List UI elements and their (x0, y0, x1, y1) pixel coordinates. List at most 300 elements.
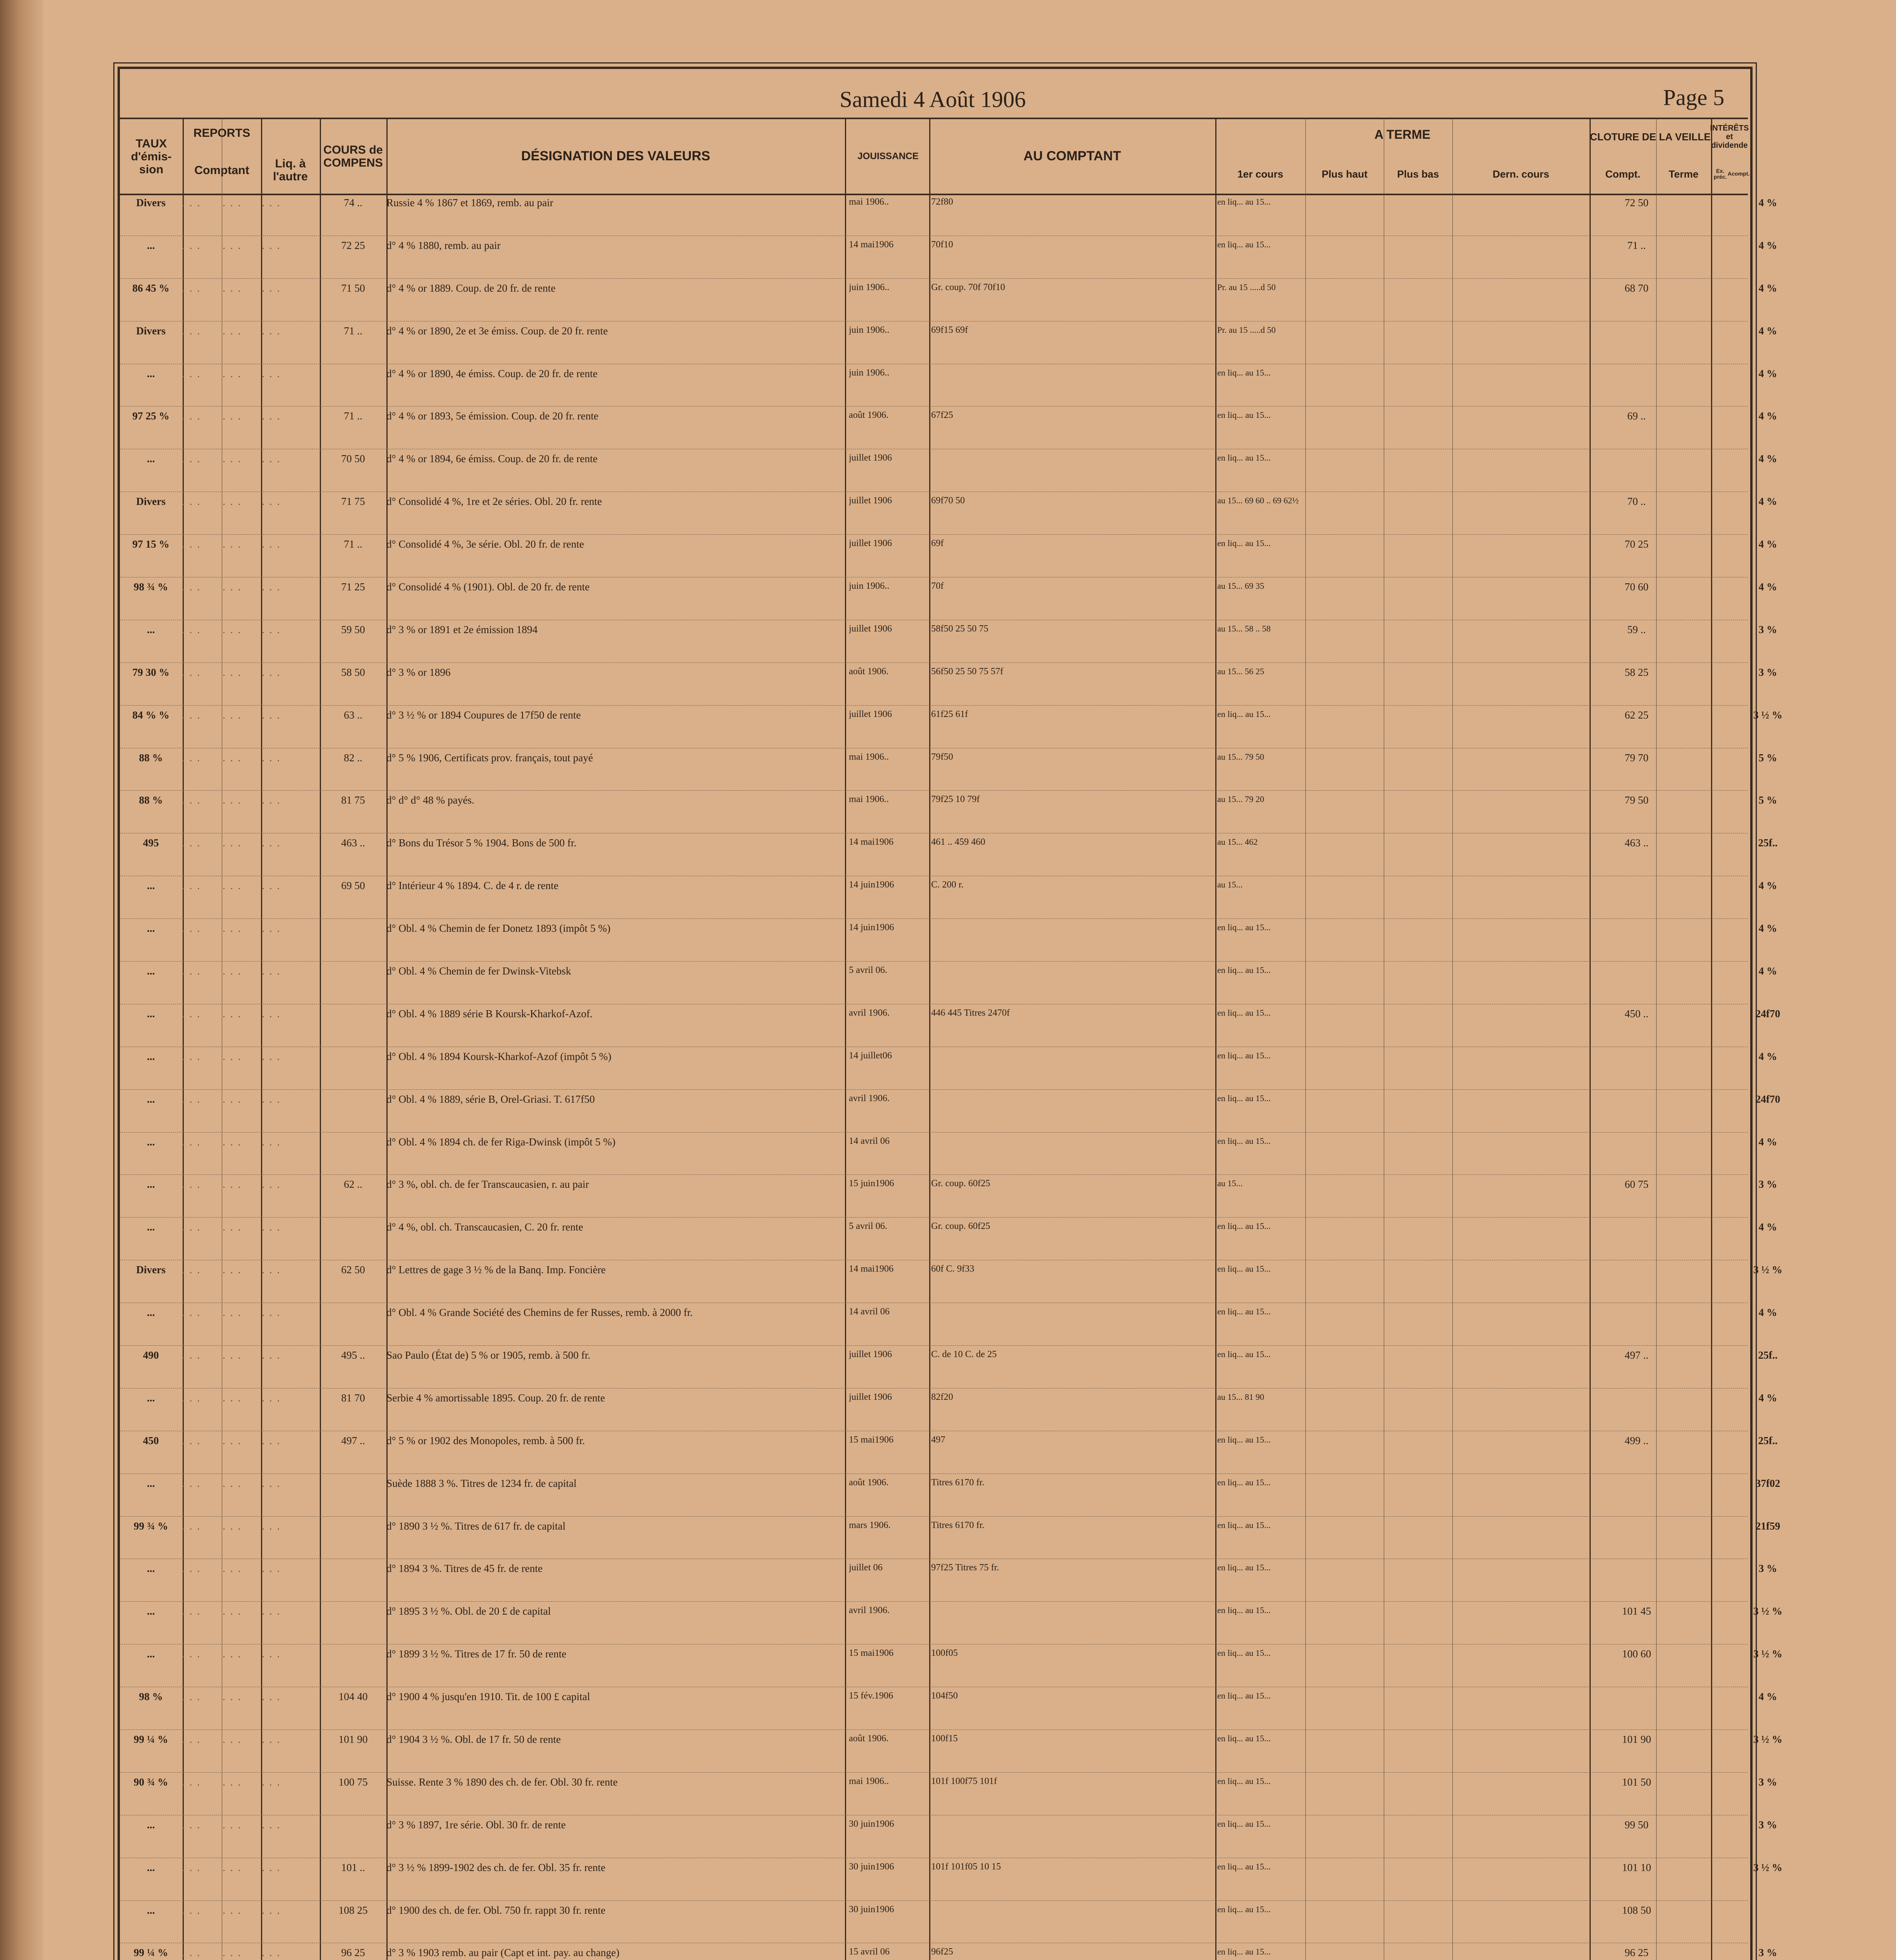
row-comptant: 69f (931, 538, 944, 549)
row-comptant: 56f50 25 50 75 57f (931, 666, 1003, 677)
row-taux: 450 (143, 1434, 159, 1446)
row-separator (120, 961, 1748, 962)
row-cours: 82 .. (344, 751, 363, 764)
row-comptant: 101f 101f05 10 15 (931, 1861, 1001, 1872)
dotted-leader: . . . (223, 1349, 242, 1361)
row-separator (120, 406, 1748, 407)
row-comptant: 79f50 (931, 751, 953, 762)
dotted-leader: . . . (223, 1477, 242, 1489)
dotted-leader: . . . (223, 880, 242, 892)
row-cloture: 99 50 (1624, 1818, 1649, 1831)
table-row (120, 1136, 1777, 1175)
table-row (120, 1605, 1783, 1644)
dotted-leader: . . . (182, 197, 201, 209)
row-designation: d° 1900 des ch. de fer. Obl. 750 fr. rappt 30 fr. rente (386, 1904, 605, 1916)
dotted-leader: . . . (182, 1264, 201, 1276)
row-cloture: 100 60 (1622, 1648, 1651, 1660)
row-cours: 104 40 (338, 1691, 368, 1703)
row-terme: au 15... 81 90 (1217, 1392, 1264, 1402)
row-cloture: 101 45 (1622, 1605, 1651, 1617)
row-cours: 71 50 (341, 282, 365, 294)
row-separator (120, 1516, 1748, 1517)
row-comptant: 497 (931, 1434, 945, 1445)
dotted-leader: . . . (223, 1520, 242, 1532)
header-premier-cours: 1er cours (1237, 168, 1283, 180)
row-taux: 84 % % (132, 709, 170, 721)
row-jouissance: août 1906. (849, 1733, 889, 1744)
table-row (120, 1007, 1780, 1047)
row-cours: 71 .. (344, 538, 363, 550)
table-row (120, 1477, 1780, 1516)
row-comptant: 67f25 (931, 410, 953, 421)
row-cours: 497 .. (341, 1434, 365, 1446)
row-terme: en liq... au 15... (1217, 1050, 1271, 1060)
header-comptant: Comptant (194, 163, 249, 177)
dotted-leader: . . . (223, 1007, 242, 1020)
row-jouissance: juillet 1906 (849, 495, 892, 506)
row-taux: ... (147, 1605, 155, 1617)
dotted-leader: . . . (182, 1733, 201, 1745)
row-interet: 3 % (1758, 1563, 1777, 1575)
row-cours: 463 .. (341, 837, 365, 849)
dotted-leader: . . . (262, 410, 281, 422)
table-row (120, 1648, 1783, 1687)
row-terme: en liq... au 15... (1217, 1605, 1271, 1615)
row-terme: en liq... au 15... (1217, 1648, 1271, 1658)
dotted-leader: . . . (182, 1007, 201, 1020)
row-terme: Pr. au 15 .....d 50 (1217, 282, 1276, 292)
row-cours: 81 75 (341, 794, 365, 806)
table-row (120, 1776, 1777, 1815)
row-cloture: 101 10 (1622, 1861, 1651, 1873)
row-jouissance: juillet 06 (849, 1563, 883, 1573)
row-terme: au 15... 56 25 (1217, 666, 1264, 676)
row-designation: d° Obl. 4 % Chemin de fer Donetz 1893 (impôt 5 %) (386, 922, 611, 935)
table-row (120, 709, 1783, 748)
row-taux: 490 (143, 1349, 159, 1361)
row-cours: 70 50 (341, 453, 365, 465)
row-jouissance: 15 mai1906 (849, 1648, 894, 1659)
dotted-leader: . . . (262, 880, 281, 892)
row-interet: 4 % (1758, 1307, 1777, 1319)
row-terme: Pr. au 15 .....d 50 (1217, 325, 1276, 335)
table-row (120, 325, 1777, 364)
dotted-leader: . . . (262, 1477, 281, 1489)
row-interet: 4 % (1758, 1221, 1777, 1233)
row-cours: 71 .. (344, 410, 363, 422)
row-taux: 99 ¼ % (134, 1733, 168, 1745)
row-cloture: 70 25 (1624, 538, 1649, 550)
dotted-leader: . . . (262, 666, 281, 678)
row-cloture: 497 .. (1624, 1349, 1649, 1361)
dotted-leader: . . . (223, 709, 242, 721)
row-cloture: 70 .. (1627, 495, 1646, 508)
dotted-leader: . . . (262, 282, 281, 294)
row-terme: en liq... au 15... (1217, 1007, 1271, 1018)
header-ex-prec: Ex. préc. (1713, 167, 1727, 180)
row-interet: 24f70 (1755, 1007, 1780, 1020)
header-liq: Liq. à l'autre (273, 157, 308, 183)
row-jouissance: mai 1906.. (849, 1776, 889, 1786)
dotted-leader: . . . (182, 1349, 201, 1361)
dotted-leader: . . . (182, 1477, 201, 1489)
table-row (120, 1178, 1777, 1217)
row-jouissance: juillet 1906 (849, 538, 892, 549)
row-terme: en liq... au 15... (1217, 1733, 1271, 1743)
row-comptant: Gr. coup. 70f 70f10 (931, 282, 1005, 292)
row-interet: 3 % (1758, 1818, 1777, 1831)
row-designation: d° Consolidé 4 % (1901). Obl. de 20 fr. de rente (386, 581, 590, 593)
row-designation: d° 1890 3 ½ %. Titres de 617 fr. de capital (386, 1520, 566, 1532)
row-separator (120, 790, 1748, 791)
table-row (120, 751, 1777, 791)
dotted-leader: . . . (262, 538, 281, 550)
dotted-leader: . . . (223, 1861, 242, 1873)
row-designation: d° Obl. 4 % 1894 Koursk-Kharkof-Azof (impôt 5 %) (386, 1050, 611, 1062)
row-designation: d° 4 % 1880, remb. au pair (386, 239, 501, 251)
dotted-leader: . . . (262, 1733, 281, 1745)
row-interet: 4 % (1758, 197, 1777, 209)
row-taux: Divers (136, 1264, 166, 1276)
dotted-leader: . . . (262, 1947, 281, 1959)
row-interet: 4 % (1758, 965, 1777, 977)
dotted-leader: . . . (223, 1605, 242, 1617)
dotted-leader: . . . (262, 1818, 281, 1831)
dotted-leader: . . . (182, 282, 201, 294)
row-jouissance: juillet 1906 (849, 709, 892, 719)
table-row (120, 623, 1777, 662)
row-taux: ... (147, 453, 155, 465)
row-terme: au 15... 69 35 (1217, 581, 1264, 591)
row-interet: 5 % (1758, 751, 1777, 764)
row-cours: 101 90 (338, 1733, 368, 1745)
row-taux: ... (147, 1178, 155, 1191)
row-taux: ... (147, 1392, 155, 1404)
row-cloture: 450 .. (1624, 1007, 1649, 1020)
dotted-leader: . . . (182, 623, 201, 635)
row-jouissance: 14 mai1906 (849, 837, 894, 848)
row-designation: Suisse. Rente 3 % 1890 des ch. de fer. Obl. 30 fr. rente (386, 1776, 618, 1788)
row-taux: ... (147, 239, 155, 251)
dotted-leader: . . . (223, 1392, 242, 1404)
row-designation: d° Obl. 4 % Chemin de fer Dwinsk-Vitebsk (386, 965, 571, 977)
row-terme: en liq... au 15... (1217, 367, 1271, 377)
dotted-leader: . . . (262, 1307, 281, 1319)
row-interet: 3 % (1758, 1776, 1777, 1788)
dotted-leader: . . . (182, 581, 201, 593)
row-taux: Divers (136, 495, 166, 508)
row-jouissance: août 1906. (849, 666, 889, 677)
row-cloture: 60 75 (1624, 1178, 1649, 1191)
table-row (120, 410, 1777, 449)
row-taux: 99 ¾ % (134, 1520, 168, 1532)
row-taux: ... (147, 880, 155, 892)
table-row (120, 1093, 1780, 1132)
dotted-leader: . . . (182, 1178, 201, 1191)
row-jouissance: 14 mai1906 (849, 1264, 894, 1274)
row-cours: 69 50 (341, 880, 365, 892)
row-jouissance: mai 1906.. (849, 197, 889, 207)
table-row (120, 1818, 1777, 1858)
row-jouissance: avril 1906. (849, 1093, 890, 1103)
binding-fold (0, 0, 43, 1960)
row-terme: en liq... au 15... (1217, 1477, 1271, 1487)
dotted-leader: . . . (262, 1434, 281, 1446)
dotted-leader: . . . (182, 1563, 201, 1575)
row-jouissance: 30 juin1906 (849, 1904, 894, 1915)
page-number: Page 5 (1663, 85, 1724, 110)
dotted-leader: . . . (223, 1947, 242, 1959)
row-jouissance: avril 1906. (849, 1007, 890, 1018)
row-terme: en liq... au 15... (1217, 965, 1271, 975)
row-cloture: 71 .. (1627, 239, 1646, 251)
row-comptant: 101f 100f75 101f (931, 1776, 997, 1786)
row-interet: 4 % (1758, 1136, 1777, 1148)
row-jouissance: juin 1906.. (849, 282, 890, 292)
row-designation: d° 3 % 1897, 1re série. Obl. 30 fr. de rente (386, 1818, 566, 1831)
dotted-leader: . . . (262, 1349, 281, 1361)
dotted-leader: . . . (182, 1307, 201, 1319)
row-interet: 3 ½ % (1753, 1733, 1783, 1745)
row-comptant: Gr. coup. 60f25 (931, 1221, 990, 1232)
row-cours: 72 25 (341, 239, 365, 251)
dotted-leader: . . . (262, 367, 281, 379)
row-cours: 58 50 (341, 666, 365, 678)
dotted-leader: . . . (262, 1520, 281, 1532)
dotted-leader: . . . (262, 453, 281, 465)
row-jouissance: juillet 1906 (849, 1392, 892, 1402)
dotted-leader: . . . (262, 495, 281, 508)
row-designation: d° Bons du Trésor 5 % 1904. Bons de 500 fr. (386, 837, 576, 849)
header-reports: REPORTS (193, 126, 250, 140)
row-interet: 4 % (1758, 239, 1777, 251)
row-jouissance: 15 mai1906 (849, 1434, 894, 1445)
row-cours: 81 70 (341, 1392, 365, 1404)
row-cloture: 96 25 (1624, 1947, 1649, 1959)
row-taux: ... (147, 1563, 155, 1575)
row-jouissance: mars 1906. (849, 1520, 891, 1530)
dotted-leader: . . . (182, 1947, 201, 1959)
table-row (120, 1434, 1778, 1474)
row-comptant: 100f05 (931, 1648, 958, 1659)
dotted-leader: . . . (262, 581, 281, 593)
dotted-leader: . . . (223, 1264, 242, 1276)
row-interet: 3 % (1758, 623, 1777, 635)
dotted-leader: . . . (223, 794, 242, 806)
header-jouissance: JOUISSANCE (857, 151, 919, 162)
row-taux: ... (147, 1007, 155, 1020)
row-separator (120, 1772, 1748, 1773)
dotted-leader: . . . (182, 837, 201, 849)
row-terme: au 15... 79 20 (1217, 794, 1264, 804)
row-taux: ... (147, 1861, 155, 1873)
row-interet: 3 ½ % (1753, 1605, 1783, 1617)
table-row (120, 1392, 1777, 1431)
row-taux: ... (147, 1050, 155, 1062)
row-cours: 71 .. (344, 325, 363, 337)
dotted-leader: . . . (182, 453, 201, 465)
dotted-leader: . . . (182, 239, 201, 251)
dotted-leader: . . . (223, 751, 242, 764)
row-interet: 3 ½ % (1753, 1264, 1783, 1276)
row-cloture: 499 .. (1624, 1434, 1649, 1446)
row-interet: 3 ½ % (1753, 1648, 1783, 1660)
row-taux: 98 ¾ % (134, 581, 168, 593)
row-comptant: 104f50 (931, 1691, 958, 1701)
row-designation: d° 4 %, obl. ch. Transcaucasien, C. 20 fr. rente (386, 1221, 583, 1233)
row-cloture: 68 70 (1624, 282, 1649, 294)
dotted-leader: . . . (182, 1904, 201, 1916)
row-designation: d° 1900 4 % jusqu'en 1910. Tit. de 100 £ capital (386, 1691, 590, 1703)
row-jouissance: juin 1906.. (849, 325, 890, 335)
row-terme: en liq... au 15... (1217, 1947, 1271, 1957)
row-designation: Serbie 4 % amortissable 1895. Coup. 20 fr. de rente (386, 1392, 605, 1404)
dotted-leader: . . . (223, 837, 242, 849)
row-interet: 4 % (1758, 453, 1777, 465)
row-cloture: 108 50 (1622, 1904, 1651, 1916)
table-row (120, 1947, 1777, 1960)
table-row (120, 837, 1778, 876)
table-row (120, 1264, 1783, 1303)
row-jouissance: 5 avril 06. (849, 965, 887, 975)
row-terme: au 15... 462 (1217, 837, 1258, 847)
row-designation: d° 3 ½ % 1899-1902 des ch. de fer. Obl. 35 fr. rente (386, 1861, 605, 1873)
header-acompt: Acompt. (1727, 171, 1750, 177)
row-taux: ... (147, 922, 155, 935)
dotted-leader: . . . (223, 239, 242, 251)
row-interet: 4 % (1758, 410, 1777, 422)
dotted-leader: . . . (262, 1178, 281, 1191)
row-taux: 88 % (139, 751, 163, 764)
row-comptant: 60f C. 9f33 (931, 1264, 974, 1274)
row-designation: d° 3 % or 1896 (386, 666, 451, 678)
row-interet: 4 % (1758, 367, 1777, 379)
row-terme: en liq... au 15... (1217, 239, 1271, 249)
dotted-leader: . . . (182, 880, 201, 892)
dotted-leader: . . . (182, 1136, 201, 1148)
dotted-leader: . . . (182, 965, 201, 977)
table-row (120, 495, 1777, 534)
row-cours: 74 .. (344, 197, 363, 209)
row-taux: Divers (136, 325, 166, 337)
dotted-leader: . . . (223, 1050, 242, 1062)
row-jouissance: mai 1906.. (849, 751, 889, 762)
row-comptant: 446 445 Titres 2470f (931, 1007, 1010, 1018)
row-taux: 88 % (139, 794, 163, 806)
dotted-leader: . . . (262, 1648, 281, 1660)
row-designation: Suède 1888 3 %. Titres de 1234 fr. de capital (386, 1477, 577, 1489)
row-comptant: 69f70 50 (931, 495, 965, 506)
row-designation: d° 5 % or 1902 des Monopoles, remb. à 500 fr. (386, 1434, 585, 1446)
row-separator (120, 278, 1748, 279)
dotted-leader: . . . (262, 751, 281, 764)
row-taux: 79 30 % (132, 666, 170, 678)
row-separator (120, 662, 1748, 663)
row-designation: d° Obl. 4 % Grande Société des Chemins de fer Russes, remb. à 2000 fr. (386, 1307, 693, 1319)
row-taux: 86 45 % (132, 282, 170, 294)
header-designation: DÉSIGNATION DES VALEURS (521, 149, 711, 164)
row-interet: 21f59 (1755, 1520, 1780, 1532)
row-cours: 63 .. (344, 709, 363, 721)
dotted-leader: . . . (223, 623, 242, 635)
row-taux: 99 ¼ % (134, 1947, 168, 1959)
dotted-leader: . . . (223, 1648, 242, 1660)
row-cours: 59 50 (341, 623, 365, 635)
dotted-leader: . . . (262, 1563, 281, 1575)
header-dernier-cours: Dern. cours (1492, 168, 1550, 180)
row-terme: en liq... au 15... (1217, 1818, 1271, 1829)
row-comptant: 69f15 69f (931, 325, 968, 335)
dotted-leader: . . . (262, 1861, 281, 1873)
row-jouissance: 14 juin1906 (849, 880, 894, 890)
row-designation: d° 4 % or 1890, 2e et 3e émiss. Coup. de 20 fr. rente (386, 325, 608, 337)
dotted-leader: . . . (223, 495, 242, 508)
dotted-leader: . . . (262, 623, 281, 635)
row-comptant: 79f25 10 79f (931, 794, 980, 805)
row-terme: en liq... au 15... (1217, 538, 1271, 548)
row-interet: 25f.. (1758, 1349, 1778, 1361)
row-cours: 101 .. (341, 1861, 365, 1873)
row-taux: ... (147, 1648, 155, 1660)
row-separator (120, 1217, 1748, 1218)
row-terme: en liq... au 15... (1217, 410, 1271, 420)
dotted-leader: . . . (223, 1178, 242, 1191)
row-interet: 4 % (1758, 538, 1777, 550)
row-terme: en liq... au 15... (1217, 1349, 1271, 1359)
dotted-leader: . . . (182, 1648, 201, 1660)
row-taux: ... (147, 1093, 155, 1105)
table-row (120, 538, 1777, 577)
row-cloture: 79 70 (1624, 751, 1649, 764)
dotted-leader: . . . (262, 1264, 281, 1276)
header-cours: COURS de COMPENS (323, 143, 383, 169)
dotted-leader: . . . (223, 1093, 242, 1105)
dotted-leader: . . . (262, 1691, 281, 1703)
dotted-leader: . . . (182, 709, 201, 721)
row-terme: en liq... au 15... (1217, 1307, 1271, 1317)
row-comptant: Titres 6170 fr. (931, 1477, 984, 1488)
row-designation: d° 1894 3 %. Titres de 45 fr. de rente (386, 1563, 543, 1575)
dotted-leader: . . . (223, 581, 242, 593)
row-interet: 3 % (1758, 1178, 1777, 1191)
row-interet: 4 % (1758, 1050, 1777, 1062)
dotted-leader: . . . (262, 1605, 281, 1617)
row-interet: 4 % (1758, 1392, 1777, 1404)
dotted-leader: . . . (262, 837, 281, 849)
row-terme: au 15... 79 50 (1217, 751, 1264, 762)
dotted-leader: . . . (262, 1904, 281, 1916)
row-interet: 4 % (1758, 922, 1777, 935)
row-interet: 3 ½ % (1753, 709, 1783, 721)
table-row (120, 453, 1777, 492)
row-taux: ... (147, 1818, 155, 1831)
row-terme: en liq... au 15... (1217, 1520, 1271, 1530)
row-interet: 24f70 (1755, 1093, 1780, 1105)
row-comptant: 100f15 (931, 1733, 958, 1744)
row-terme: au 15... 58 .. 58 (1217, 623, 1271, 633)
table-row (120, 965, 1777, 1004)
dotted-leader: . . . (223, 1136, 242, 1148)
row-interet: 37f02 (1755, 1477, 1780, 1489)
dotted-leader: . . . (223, 922, 242, 935)
row-jouissance: 15 juin1906 (849, 1178, 894, 1189)
row-designation: Russie 4 % 1867 et 1869, remb. au pair (386, 197, 553, 209)
row-cloture: 58 25 (1624, 666, 1649, 678)
row-comptant: Gr. coup. 60f25 (931, 1178, 990, 1189)
header-compt: Compt. (1605, 168, 1640, 180)
row-terme: en liq... au 15... (1217, 709, 1271, 719)
dotted-leader: . . . (262, 709, 281, 721)
